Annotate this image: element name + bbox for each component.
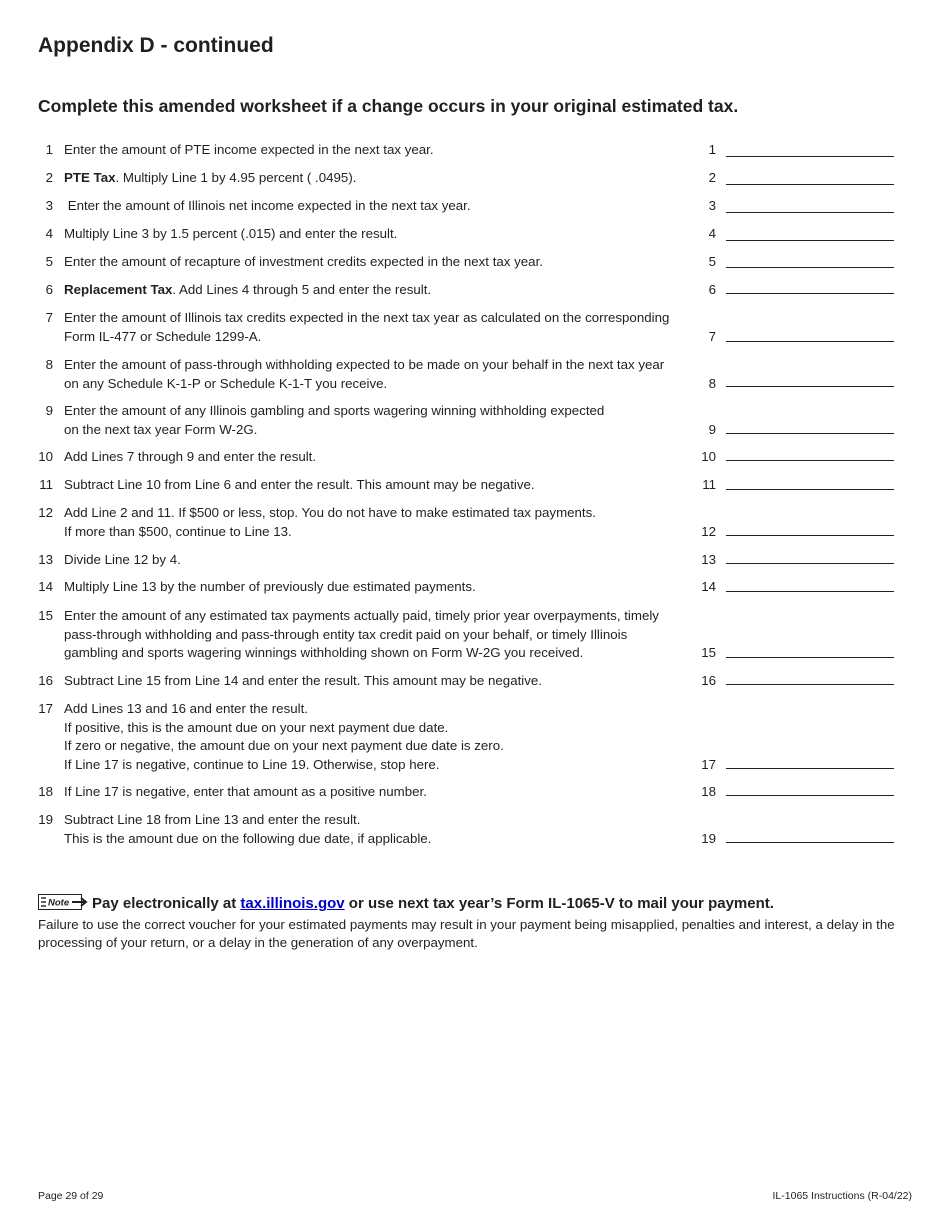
line-number: 13 <box>38 552 53 567</box>
line-number: 16 <box>38 673 53 688</box>
box-number: 12 <box>701 523 716 539</box>
line-8-entry[interactable] <box>726 386 894 387</box>
box-number: 3 <box>708 198 716 213</box>
line-1-entry[interactable] <box>726 156 894 157</box>
line-number: 6 <box>45 282 53 297</box>
box-number: 14 <box>701 579 716 594</box>
box-number: 15 <box>701 645 716 661</box>
line-description: Add Line 2 and 11. If $500 or less, stop. You do not have to make estimated tax payments. If more than $500, continue to Line 13. <box>64 505 596 539</box>
line-description: Enter the amount of pass-through withholding expected to be made on your behalf in the next tax year on any Schedule K-1-P or Schedule K-1-T you receive. <box>64 357 665 391</box>
box-number: 2 <box>708 170 716 185</box>
line-16-entry[interactable] <box>726 684 894 685</box>
box-number: 5 <box>708 254 716 269</box>
line-7-entry[interactable] <box>726 341 894 342</box>
form-identifier: IL-1065 Instructions (R-04/22) <box>772 1190 912 1202</box>
line-number: 19 <box>38 812 53 827</box>
box-number: 1 <box>708 142 716 157</box>
line-13-entry[interactable] <box>726 563 894 564</box>
line-description: Divide Line 12 by 4. <box>64 552 181 567</box>
line-description: Enter the amount of PTE income expected in the next tax year. <box>64 142 434 157</box>
line-10-entry[interactable] <box>726 460 894 461</box>
box-number: 6 <box>708 282 716 297</box>
box-number: 10 <box>701 449 716 464</box>
box-number: 7 <box>708 328 716 344</box>
line-number: 9 <box>45 403 53 418</box>
line-description: Enter the amount of any estimated tax payments actually paid, timely prior year overpayments, timely pass-through withholding and pass-through entity tax credit paid on your behalf, or timely Illinois gambling and sports wagering winnings withholding shown on Form W-2G you received. <box>64 608 659 661</box>
line-17-entry[interactable] <box>726 768 894 769</box>
line-6-entry[interactable] <box>726 293 894 294</box>
line-number: 5 <box>45 254 53 269</box>
svg-text:Note: Note <box>48 897 70 909</box>
line-description: Enter the amount of Illinois net income expected in the next tax year. <box>64 198 471 213</box>
line-4-entry[interactable] <box>726 240 894 241</box>
box-number: 16 <box>701 673 716 688</box>
line-description: Add Lines 13 and 16 and enter the result. If positive, this is the amount due on your next payment due date. If zero or negative, the amount due on your next payment due date is zero. If Line 17 is negative, continue to Line 19. Otherwise, stop here. <box>64 701 504 772</box>
box-number: 8 <box>708 375 716 391</box>
box-number: 19 <box>701 830 716 846</box>
line-number: 8 <box>45 357 53 372</box>
line-description: PTE Tax. Multiply Line 1 by 4.95 percent ( .0495). <box>64 170 357 185</box>
line-number: 7 <box>45 310 53 325</box>
tax-website-link[interactable]: tax.illinois.gov <box>240 895 345 912</box>
line-number: 4 <box>45 226 53 241</box>
box-number: 4 <box>708 226 716 241</box>
note-heading <box>38 894 913 916</box>
line-number: 11 <box>39 477 53 492</box>
line-3-entry[interactable] <box>726 212 894 213</box>
line-number: 1 <box>45 142 53 157</box>
line-15-entry[interactable] <box>726 657 894 658</box>
line-number: 2 <box>45 170 53 185</box>
line-number: 3 <box>45 198 53 213</box>
line-description: Add Lines 7 through 9 and enter the result. <box>64 449 317 464</box>
box-number: 17 <box>701 756 716 772</box>
line-number: 12 <box>38 505 53 520</box>
worksheet-subtitle: Complete this amended worksheet if a change occurs in your original estimated tax. <box>38 96 739 116</box>
note-heading-suffix: or use next tax year’s Form IL-1065-V to mail your payment. <box>344 895 774 912</box>
page-title: Appendix D - continued <box>38 34 274 57</box>
line-description: Subtract Line 10 from Line 6 and enter the result. This amount may be negative. <box>64 477 535 492</box>
box-number: 13 <box>701 552 716 567</box>
line-description: Enter the amount of Illinois tax credits expected in the next tax year as calculated on the corresponding Form IL-477 or Schedule 1299-A. <box>64 310 670 344</box>
line-number: 15 <box>38 608 53 623</box>
line-description: Subtract Line 15 from Line 14 and enter the result. This amount may be negative. <box>64 673 542 688</box>
line-number: 10 <box>38 449 53 464</box>
line-19-entry[interactable] <box>726 842 894 843</box>
line-number: 14 <box>38 579 53 594</box>
line-description: If Line 17 is negative, enter that amount as a positive number. <box>64 784 427 799</box>
box-number: 18 <box>701 784 716 799</box>
line-14-entry[interactable] <box>726 591 894 592</box>
box-number: 11 <box>702 477 716 492</box>
note-heading-prefix: Pay electronically at <box>92 895 241 912</box>
line-description: Multiply Line 3 by 1.5 percent (.015) and enter the result. <box>64 226 398 241</box>
line-description: Subtract Line 18 from Line 13 and enter the result. This is the amount due on the following due date, if applicable. <box>64 812 432 846</box>
line-11-entry[interactable] <box>726 489 894 490</box>
line-description: Enter the amount of recapture of investment credits expected in the next tax year. <box>64 254 543 269</box>
line-number: 18 <box>38 784 53 799</box>
line-9-entry[interactable] <box>726 433 894 434</box>
line-number: 17 <box>38 701 53 716</box>
note-body: Failure to use the correct voucher for your estimated payments may result in your payment being misapplied, penalties and interest, a delay in the processing of your return, or a delay in the generation of any overpayment. <box>38 917 895 950</box>
line-description: Multiply Line 13 by the number of previously due estimated payments. <box>64 579 476 594</box>
note-icon <box>38 894 88 916</box>
page-number: Page 29 of 29 <box>38 1190 104 1202</box>
line-5-entry[interactable] <box>726 267 894 268</box>
payment-note <box>38 894 913 952</box>
line-description: Enter the amount of any Illinois gambling and sports wagering winning withholding expected on the next tax year Form W-2G. <box>64 403 605 437</box>
box-number: 9 <box>708 421 716 437</box>
line-12-entry[interactable] <box>726 535 894 536</box>
line-18-entry[interactable] <box>726 795 894 796</box>
line-description: Replacement Tax. Add Lines 4 through 5 and enter the result. <box>64 282 432 297</box>
line-2-entry[interactable] <box>726 184 894 185</box>
